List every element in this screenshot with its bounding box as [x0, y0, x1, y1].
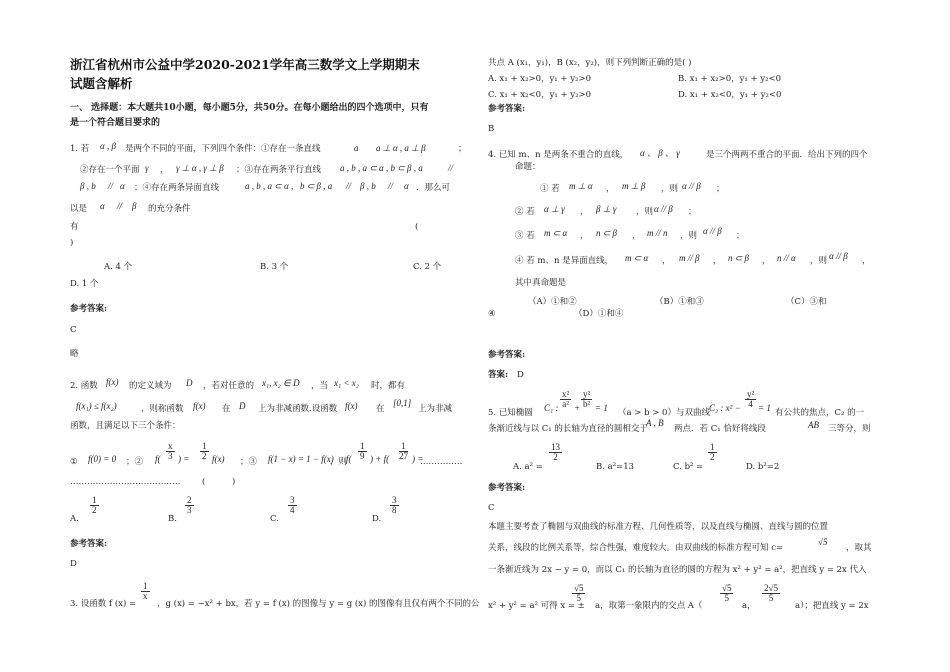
q1-text: 1. 若	[70, 144, 90, 154]
q2-text: 上为非减函数.设函数	[258, 404, 338, 414]
q5-text: 两点．若 C₁ 恰好将线段	[674, 424, 766, 434]
answer-label: 答案:	[488, 370, 509, 380]
q5-text: 5. 已知椭圆	[488, 408, 533, 418]
q4-math: m // β	[679, 253, 700, 263]
q2-fraction: $\frac{1}{27}$	[399, 441, 408, 462]
q1-math: a ⊥ α , a ⊥ β	[376, 143, 426, 153]
q2-text: 函数，且满足以下三个条件：	[70, 421, 181, 431]
q4-text: ，则	[636, 207, 654, 217]
q5-option-a: A. a² =	[513, 462, 543, 472]
q4-text: ，	[762, 256, 771, 266]
q4-math: m ⊂ α	[625, 253, 649, 263]
q2-paren: (	[202, 477, 206, 487]
q2-option-d: D.	[372, 514, 382, 524]
q1-text: 的充分条件	[148, 204, 191, 214]
q1-math: γ	[145, 163, 149, 173]
q1-option-c: C. 2 个	[413, 262, 442, 272]
q1-math: a , b , a ⊂ α , b ⊂ β , a	[340, 163, 423, 173]
q2-math: x₁ < x₂	[334, 378, 359, 388]
q4-option-d: （D）①和④	[574, 309, 624, 319]
q1-option-a: A. 4 个	[104, 262, 133, 272]
q1-math: α	[120, 181, 125, 191]
q2-text: ①	[70, 457, 78, 467]
q1-explanation: 略	[70, 349, 79, 359]
q2-text: 时，都有	[371, 381, 406, 391]
q4-math: α 、 β 、 γ	[640, 148, 680, 158]
answer-label: 参考答案:	[488, 483, 526, 493]
q5-math: = 1	[595, 403, 608, 413]
q5-text: 有公共的焦点，C₂ 的一	[775, 408, 865, 418]
q4-text: ；	[688, 207, 697, 217]
q4-text: ，	[862, 256, 871, 266]
q1-option-b: B. 3 个	[260, 262, 289, 272]
q4-text: 其中真命题是	[515, 278, 567, 288]
q4-math: n // α	[777, 253, 796, 263]
q2-fraction: $\frac{1}{9}$	[360, 441, 365, 462]
q1-text: 是两个不同的平面，下列四个条件：①存在一条直线	[125, 144, 321, 154]
q1-math: a , b , a ⊂ α ,	[245, 181, 294, 191]
q5-explanation: x² + y² = a² 可得 x = ±	[488, 601, 585, 611]
answer-label: 参考答案:	[488, 350, 526, 360]
q1-text: 有	[70, 222, 79, 232]
q5-explanation: a）；把直线 y = 2x	[795, 601, 869, 611]
q3-text: 共点 A (x₁，y₁)，B (x₂，y₂)，则下列判断正确的是( )	[488, 58, 692, 68]
q2-math: x₁, x₂ ∈ D	[262, 378, 300, 388]
q5-explanation: a，取第一象限内的交点 A（	[595, 601, 703, 611]
q5-text: （a > b > 0）与双曲线	[618, 408, 710, 418]
q5-math: +	[574, 403, 581, 413]
q5-fraction: $\frac{\text{y²}}{4}$	[747, 389, 755, 410]
q2-option-a: A.	[70, 514, 79, 524]
q4-text: ；	[736, 231, 745, 241]
q4-math: α // β	[829, 251, 848, 261]
q4-math: α // β	[703, 226, 722, 236]
q2-fraction: $\frac{1}{2}$	[202, 441, 207, 462]
q5-option-c-value: $\frac{1}{2}$	[710, 442, 715, 463]
q4-text: ④ 若 m、n 是异面直线，	[515, 256, 614, 266]
q2-answer: D	[70, 559, 77, 569]
q4-math: β ⊥ γ	[596, 204, 617, 214]
q2-option-b: B.	[168, 514, 177, 524]
q4-math: n ⊂ β	[596, 228, 618, 238]
q3-option-d: D. x₁ + x₂<0，y₁ + y₂<0	[678, 90, 782, 100]
q4-option-b: （B）①和③	[655, 297, 704, 307]
q2-math: f(x)	[345, 401, 358, 411]
q1-math: β , b	[360, 181, 376, 191]
q1-text: 以是	[70, 204, 88, 214]
q1-math: β	[132, 201, 137, 211]
q2-math: ) + f(	[370, 454, 390, 464]
q5-math: C₂ : x² −	[709, 403, 741, 413]
q2-text: 的定义域为	[129, 381, 172, 391]
q4-math: m // n	[647, 228, 668, 238]
q4-math: n ⊂ β	[728, 253, 750, 263]
q4-text: ，则	[661, 184, 679, 194]
q2-fraction: $\frac{x}{3}$	[168, 441, 173, 462]
q2-paren: )	[232, 477, 236, 487]
q2-text: 上为非减	[418, 404, 453, 414]
q5-math: √5	[818, 537, 828, 547]
q2-text: 2. 函数	[70, 381, 98, 391]
q2-math: f(x)	[212, 454, 225, 464]
q4-text: ，则	[810, 256, 828, 266]
q4-math: m ⊥ α	[569, 181, 593, 191]
q1-math: //	[388, 181, 394, 191]
q2-math: f(	[155, 454, 161, 464]
q5-math: = 1	[758, 403, 771, 413]
q4-text: ，	[632, 231, 641, 241]
q4-text: ，	[713, 256, 722, 266]
q1-math: γ ⊥ α , γ ⊥ β	[176, 163, 224, 173]
q2-text: ，当	[311, 381, 329, 391]
q1-text: ，	[160, 165, 169, 175]
q5-explanation: ，取其	[846, 543, 872, 553]
q2-math: D	[239, 401, 246, 411]
q1-text: ；④存在两条异面直线	[134, 183, 220, 193]
q5-fraction: $\frac{\text{y²}}{\text{b²}}$	[583, 389, 591, 410]
q5-text: 条渐近线与以 C₁ 的长轴为直径的圆相交于	[488, 424, 648, 434]
q1-paren: )	[70, 238, 74, 248]
q4-math: m ⊥ β	[622, 181, 646, 191]
q4-math: α // β	[682, 181, 701, 191]
q5-fraction: $\frac{2√5}{5}$	[764, 583, 778, 604]
q5-fraction: $\frac{√5}{5}$	[722, 583, 732, 604]
q1-math: b ⊂ β , a	[300, 181, 333, 191]
section-heading: 一、 选择题：本大题共10小题，每小题5分，共50分。在每小题给出的四个选项中，只有	[70, 103, 429, 113]
q5-fraction: $\frac{\text{x²}}{\text{a²}}$	[562, 389, 570, 410]
q4-text: 是三个两两不重合的平面．给出下列的四个	[706, 150, 868, 160]
q2-option-a-value: $\frac{1}{2}$	[92, 495, 97, 516]
q5-explanation: 本题主要考查了椭圆与双曲线的标准方程、几何性质等，以及直线与椭圆、直线与圆的位置	[488, 522, 829, 532]
q4-text: 4. 已知 m、n 是两条不重合的直线，	[488, 150, 629, 160]
answer-label: 参考答案:	[488, 104, 526, 114]
q2-text: 在	[222, 404, 231, 414]
q2-math: f(x)	[106, 377, 119, 387]
q4-option-a: （A）①和②	[528, 297, 577, 307]
q1-math: //	[117, 201, 123, 211]
q4-text: ③ 若	[515, 231, 535, 241]
q5-math: AB	[808, 420, 819, 430]
q4-text: ，	[662, 256, 671, 266]
q2-math: f(	[346, 454, 352, 464]
q2-math: ) =	[178, 454, 190, 464]
q4-math: α // β	[654, 204, 673, 214]
q2-text: ，则	[330, 457, 348, 467]
answer-label: 参考答案:	[70, 539, 108, 549]
q5-option-c: C. b² =	[673, 462, 704, 472]
q2-text: ，则称函数	[141, 404, 184, 414]
document-title-line2: 试题含解析	[70, 76, 133, 91]
q2-math: f(0) = 0	[88, 454, 117, 464]
q2-text: …………………………………	[70, 477, 181, 487]
q4-text: 命题：	[515, 162, 541, 172]
q3-option-c: C. x₁ + x₂<0，y₁ + y₂>0	[488, 90, 592, 100]
q4-text: ② 若	[515, 207, 535, 217]
q2-text: 在	[376, 404, 385, 414]
q1-math: //	[448, 163, 454, 173]
q2-option-c-value: $\frac{3}{4}$	[290, 495, 295, 516]
q5-explanation: a，	[742, 601, 756, 611]
q3-fraction: $\frac{1}{x}$	[143, 581, 148, 602]
q1-text: ②存在一个平面	[80, 165, 140, 175]
q4-text: ，	[580, 207, 589, 217]
q5-option-d: D. b²=2	[746, 462, 780, 472]
q5-explanation: 一条渐近线为 2x − y = 0，而以 C₁ 的长轴为直径的圆的方程为 x² + y² = a²，把直线 y = 2x 代入	[488, 565, 867, 575]
q1-text: ；	[458, 144, 467, 154]
q4-math: α ⊥ γ	[544, 204, 565, 214]
q3-option-a: A. x₁ + x₂>0，y₁ + y₂>0	[488, 74, 591, 84]
q5-option-b: B. a²=13	[596, 462, 635, 472]
q5-explanation: 关系，线段的比例关系等，综合性强，难度较大。由双曲线的标准方程可知 c=	[488, 543, 784, 553]
q3-text: 3. 设函数 f (x) =	[70, 599, 137, 609]
q1-text: ．那么可	[416, 183, 451, 193]
document-title: 浙江省杭州市公益中学2020-2021学年高三数学文上学期期末	[70, 57, 420, 72]
q2-text: ；③	[240, 457, 258, 467]
q1-option-d: D. 1 个	[70, 279, 99, 289]
q1-math: α , β	[100, 141, 116, 151]
q5-option-a-value: $\frac{13}{2}$	[551, 442, 560, 463]
q4-text: ，	[606, 184, 615, 194]
q1-math: //	[108, 181, 114, 191]
q4-answer: D	[517, 370, 524, 380]
q5-answer: C	[488, 503, 495, 513]
q1-paren: (	[415, 222, 419, 232]
q1-math: β , b	[80, 181, 96, 191]
q2-text: ，若对任意的	[203, 381, 255, 391]
q5-text: 三等分，则	[828, 424, 871, 434]
q4-math: m ⊂ α	[544, 228, 568, 238]
q2-math: f(x₁) ≤ f(x₂)	[76, 401, 117, 411]
q4-text: ；	[716, 184, 725, 194]
q5-fraction: $\frac{√5}{5}$	[574, 583, 584, 604]
q1-math: //	[346, 181, 352, 191]
q2-option-c: C.	[270, 514, 279, 524]
q4-option-c: （C）③和	[786, 297, 827, 307]
q2-math: f(1 − x) = 1 − f(x)	[268, 454, 334, 464]
q2-text: ；②	[126, 457, 144, 467]
q1-answer: C	[70, 325, 77, 335]
q2-math: D	[186, 378, 193, 388]
q4-text: ，则	[680, 231, 698, 241]
q2-option-d-value: $\frac{3}{8}$	[392, 495, 397, 516]
q3-answer: B	[488, 124, 495, 134]
q2-math: [0,1]	[393, 398, 412, 408]
q2-text: ……………	[420, 457, 463, 467]
answer-label: 参考答案:	[70, 304, 108, 314]
section-heading-line2: 是一个符合题目要求的	[70, 118, 161, 128]
q2-option-b-value: $\frac{2}{3}$	[187, 495, 192, 516]
q2-math: ) =	[412, 454, 424, 464]
q4-text: ① 若	[540, 184, 560, 194]
q1-math: a	[354, 143, 359, 153]
q3-text: ，g (x) = −x² + bx，若 y = f (x) 的图像与 y = g (x) 的图像有且仅有两个不同的公	[157, 599, 480, 609]
q5-math: C₁ :	[544, 403, 559, 413]
q5-math: A , B	[646, 418, 664, 428]
q4-option-c-cont: ④	[488, 309, 496, 319]
q1-math: α	[100, 201, 105, 211]
q3-option-b: B. x₁ + x₂>0，y₁ + y₂<0	[678, 74, 782, 84]
q1-math: α	[404, 181, 409, 191]
q1-text: ；③存在两条平行直线	[236, 165, 322, 175]
q2-math: f(x)	[193, 401, 206, 411]
q4-text: ，	[580, 231, 589, 241]
